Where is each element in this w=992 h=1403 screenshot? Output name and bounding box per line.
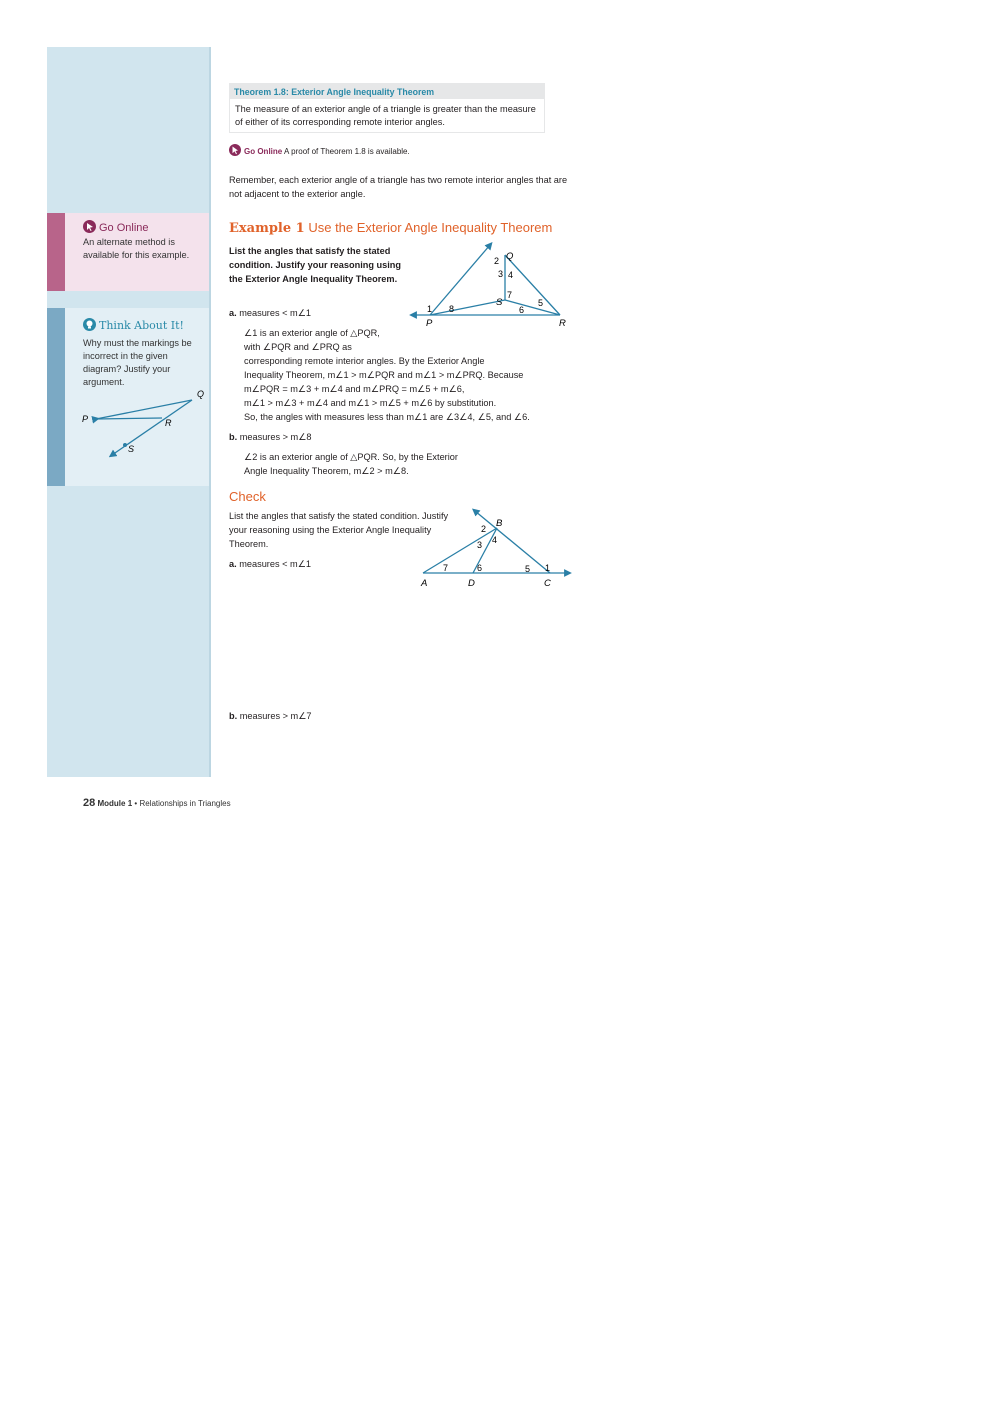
- angle-6: 6: [477, 563, 483, 573]
- check-diagram: [415, 508, 580, 590]
- example-title: Use the Exterior Angle Inequality Theorem: [308, 220, 553, 235]
- think-label-q: Q: [197, 389, 205, 399]
- angle-5: 5: [538, 298, 544, 308]
- check-part-b: [229, 709, 312, 723]
- think-heading: [83, 318, 184, 332]
- part-b-condition: measures > m∠8: [239, 432, 312, 442]
- solution-line: Angle Inequality Theorem, m∠2 > m∠8.: [244, 466, 409, 476]
- angle-2: 2: [494, 256, 500, 266]
- go-online-proof-label: Go Online: [244, 147, 283, 156]
- remember-text: Remember, each exterior angle of a triangle has two remote interior angles that are not adjacent to the exterior angle.: [229, 175, 568, 199]
- angle-8: 8: [449, 304, 455, 314]
- check-b-condition: measures > m∠7: [239, 711, 312, 721]
- solution-line: ∠1 is an exterior angle of △PQR,: [244, 328, 380, 338]
- think-label-r: R: [165, 418, 172, 428]
- angle-3: 3: [498, 269, 504, 279]
- label-p: P: [426, 318, 433, 329]
- angle-4: 4: [492, 535, 498, 545]
- check-heading: Check: [229, 489, 266, 504]
- footer-chapter: Relationships in Triangles: [139, 799, 231, 808]
- segment-qr: [505, 255, 560, 315]
- think-label-p: P: [82, 414, 89, 424]
- example-part-b: [229, 430, 312, 444]
- think-label-s: S: [128, 444, 135, 454]
- footer-module: Module 1: [97, 799, 133, 808]
- footer-separator: •: [134, 799, 138, 808]
- angle-6: 6: [519, 305, 525, 315]
- solution-line: m∠PQR = m∠3 + m∠4 and m∠PRQ = m∠5 + m∠6,: [244, 384, 465, 394]
- part-b-solution: [244, 450, 564, 478]
- part-a-label: a.: [229, 308, 237, 318]
- go-online-accent-bar: [47, 213, 65, 291]
- angle-4: 4: [508, 270, 514, 280]
- think-text: Why must the markings be incorrect in the given diagram? Justify your argument.: [83, 338, 192, 387]
- go-online-sidebar-heading[interactable]: [83, 220, 149, 234]
- go-online-proof-text: A proof of Theorem 1.8 is available.: [284, 147, 410, 156]
- cursor-icon: [229, 144, 241, 156]
- label-b: B: [496, 518, 503, 529]
- example-heading: [229, 220, 552, 236]
- lightbulb-icon: [83, 318, 96, 331]
- angle-7: 7: [507, 290, 513, 300]
- go-online-sidebar-box: [47, 213, 209, 291]
- angle-1: 1: [427, 304, 433, 314]
- example-prompt: List the angles that satisfy the stated condition. Justify your reasoning using the Exterior Angle Inequality Theorem.: [229, 246, 402, 284]
- angle-1: 1: [545, 563, 551, 573]
- think-accent-bar: [47, 308, 65, 486]
- example-label: Example 1: [229, 221, 305, 236]
- part-b-label: b.: [229, 432, 238, 442]
- label-d: D: [468, 578, 475, 589]
- go-online-proof[interactable]: [229, 144, 410, 156]
- think-title: Think About It!: [99, 319, 184, 332]
- theorem-body: [229, 99, 545, 133]
- solution-line: m∠1 > m∠3 + m∠4 and m∠1 > m∠5 + m∠6 by substitution.: [244, 398, 497, 408]
- ray-cb: [475, 511, 550, 573]
- label-a: A: [421, 578, 428, 589]
- angle-3: 3: [477, 540, 483, 550]
- example-part-a: [229, 306, 311, 320]
- example-diagram: [405, 240, 585, 332]
- cursor-icon: [83, 220, 96, 233]
- solution-line: ∠2 is an exterior angle of △PQR. So, by the Exterior: [244, 452, 458, 462]
- segment-sr: [505, 300, 560, 315]
- check-a-condition: measures < m∠1: [239, 559, 312, 569]
- part-a-condition: measures < m∠1: [239, 308, 312, 318]
- check-b-label: b.: [229, 711, 238, 721]
- think-about-it-box: [47, 308, 209, 486]
- think-diagram: [72, 388, 212, 463]
- solution-line: So, the angles with measures less than m∠1 are ∠3∠4, ∠5, and ∠6.: [244, 412, 530, 422]
- theorem-title: Theorem 1.8: Exterior Angle Inequality Theorem: [234, 87, 435, 97]
- solution-line: corresponding remote interior angles. By the Exterior Angle: [244, 356, 485, 366]
- think-point-s: [123, 443, 127, 447]
- segment-ab: [423, 528, 497, 573]
- solution-line: with ∠PQR and ∠PRQ as: [244, 342, 352, 352]
- check-prompt: List the angles that satisfy the stated condition. Justify your reasoning using the Exterior Angle Inequality Theorem.: [229, 511, 449, 549]
- label-c: C: [544, 578, 551, 589]
- solution-line: Inequality Theorem, m∠1 > m∠PQR and m∠1 > m∠PRQ. Because: [244, 370, 524, 380]
- label-s: S: [496, 297, 503, 308]
- go-online-sidebar-text: An alternate method is available for this example.: [83, 237, 190, 260]
- angle-2: 2: [481, 524, 487, 534]
- think-line-pr: [96, 418, 162, 419]
- label-q: Q: [506, 251, 514, 262]
- theorem-text: The measure of an exterior angle of a triangle is greater than the measure of either of its corresponding remote interior angles.: [235, 104, 536, 127]
- angle-5: 5: [525, 564, 531, 574]
- page-footer: [83, 797, 231, 809]
- check-part-a: [229, 557, 311, 571]
- part-a-solution: [244, 326, 579, 424]
- go-online-sidebar-title: Go Online: [99, 222, 149, 234]
- angle-7: 7: [443, 563, 449, 573]
- theorem-header: [229, 83, 545, 99]
- check-a-label: a.: [229, 559, 237, 569]
- page-number: 28: [83, 797, 96, 809]
- label-r: R: [559, 318, 566, 329]
